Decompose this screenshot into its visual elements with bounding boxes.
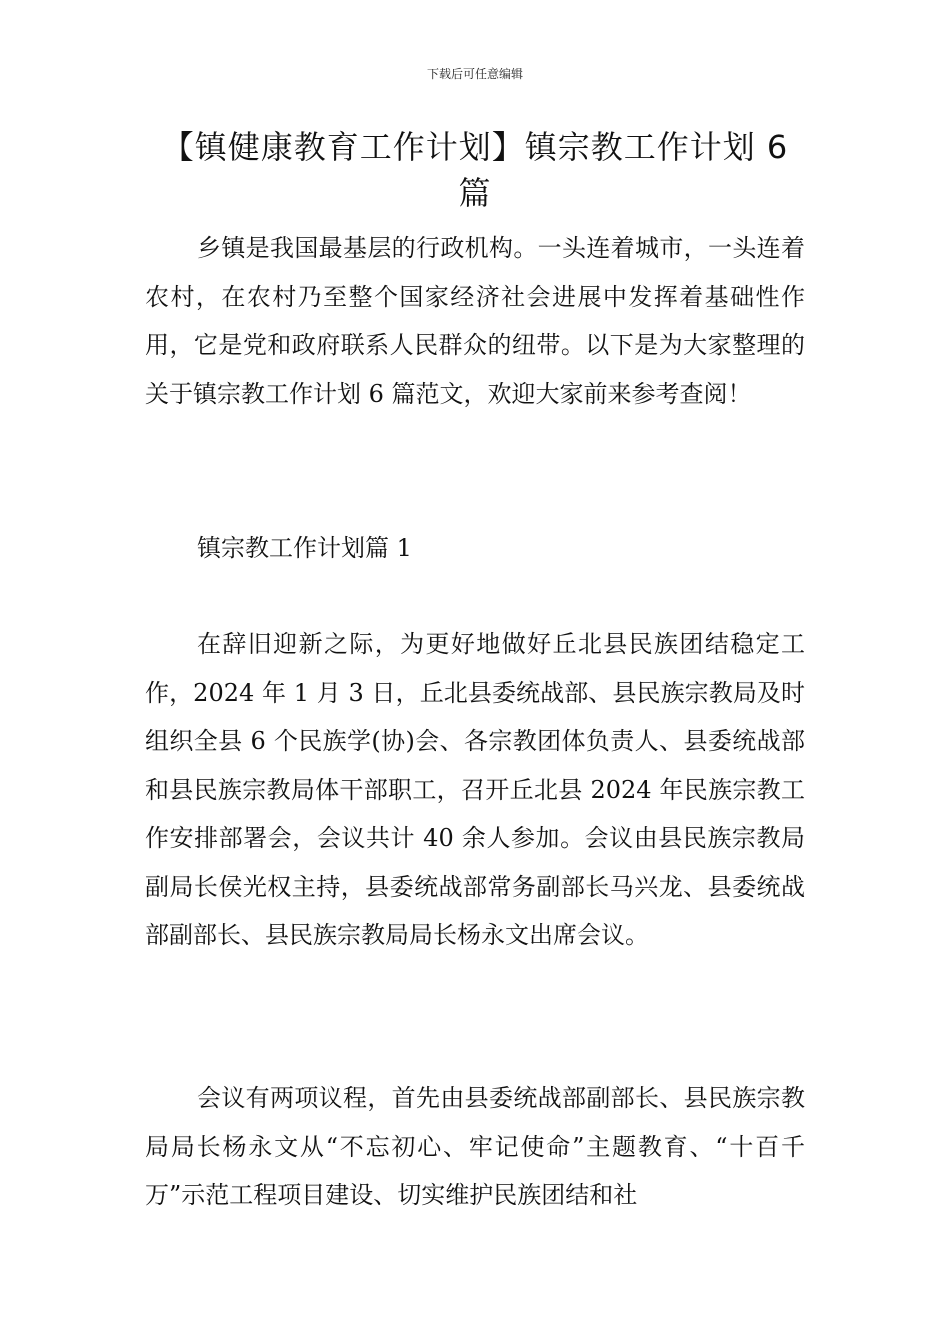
header-note: 下载后可任意编辑: [426, 67, 523, 81]
section-heading: 镇宗教工作计划篇 1: [197, 534, 412, 562]
intro-paragraph: 乡镇是我国最基层的行政机构。一头连着城市，一头连着农村，在农村乃至整个国家经济社会进展中发挥着基础性作用，它是党和政府联系人民群众的纽带。以下是为大家整理的关于镇宗教工作计划 6 篇范文，欢迎大家前来参考查阅！: [145, 234, 805, 408]
document-title: 【镇健康教育工作计划】镇宗教工作计划 6 篇: [161, 128, 789, 212]
body-paragraph-2: 会议有两项议程，首先由县委统战部副部长、县民族宗教局局长杨永文从“不忘初心、牢记使命”主题教育、“十百千万”示范工程项目建设、切实维护民族团结和社: [145, 1084, 805, 1209]
body-paragraph-1: 在辞旧迎新之际，为更好地做好丘北县民族团结稳定工作，2024 年 1 月 3 日，丘北县委统战部、县民族宗教局及时组织全县 6 个民族学(协)会、各宗教团体负责人、县委统战部和县民族宗教局体干部职工，召开丘北县 2024 年民族宗教工作安排部署会，会议共计 40 余人参加。会议由县民族宗教局副局长侯光权主持，县委统战部常务副部长马兴龙、县委统战部副部长、县民族宗教局局长杨永文出席会议。: [145, 630, 805, 949]
